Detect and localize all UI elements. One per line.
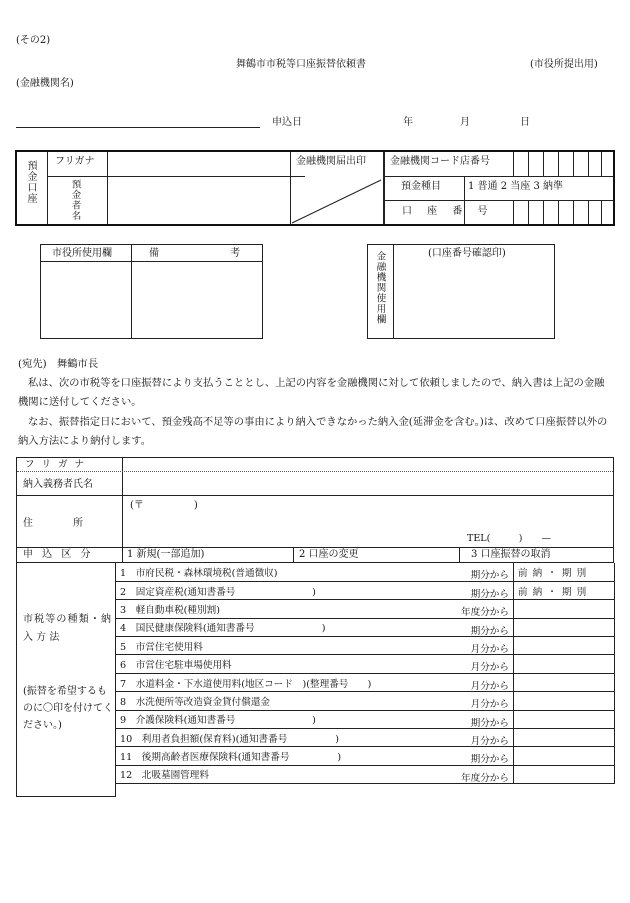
applicant-furigana-input[interactable] — [124, 459, 612, 470]
payment-period-label: 期分から — [470, 625, 509, 637]
taxpayer-name-label: 納入義務者氏名 — [23, 479, 93, 490]
payment-period-label: 月分から — [470, 736, 509, 748]
payment-period-label: 期分から — [470, 570, 509, 581]
payment-item-label: 11 後期高齢者医療保険料(通知書番号 ) — [120, 752, 342, 764]
city-use-box — [40, 244, 275, 339]
payment-row[interactable] — [116, 618, 615, 636]
payment-item-label: 12 北吸墓園管理料 — [120, 770, 209, 782]
bank-use-label: 金融機関使用欄 — [374, 251, 386, 325]
apply-date-label: 申込日 — [272, 117, 302, 128]
year-label: 年 — [403, 117, 413, 128]
deposit-type-label: 預金種目 — [401, 181, 441, 192]
furigana-label: フリガナ — [55, 156, 95, 167]
payment-item-label: 7 水道料金・下水道使用料(地区コード )(整理番号 ) — [120, 678, 372, 690]
payment-side-label: 市税等の種類・納 入 方 法 — [23, 614, 111, 643]
holder-name-label: 預金者名 — [69, 179, 81, 221]
applicant-furigana-label: フ リ ガ ナ — [25, 459, 87, 470]
payment-period-label: 月分から — [470, 662, 509, 674]
tel-field[interactable]: TEL( ) — — [467, 533, 551, 544]
addressee: (宛先) 舞鶴市長 — [18, 358, 99, 370]
bank-use-box — [367, 244, 555, 339]
payment-item-label: 1 市府民税・森林環境税(普通徴収) — [120, 567, 278, 579]
form-title: 舞鶴市市税等口座振替依頼書 — [236, 59, 366, 70]
payment-method-option[interactable]: 前 納 ・ 期 別 — [518, 567, 588, 579]
account-confirm-label: (口座番号確認印) — [428, 248, 506, 259]
payment-period-label: 期分から — [470, 588, 509, 600]
application-type-option-2[interactable]: 2 口座の変更 — [299, 549, 359, 560]
month-label: 月 — [460, 117, 470, 128]
bank-name-label: (金融機関名) — [16, 78, 74, 89]
payment-item-label: 5 市営住宅使用料 — [120, 641, 203, 653]
payment-row[interactable] — [116, 581, 615, 599]
seal-diagonal[interactable] — [291, 178, 383, 224]
payment-row[interactable] — [116, 637, 615, 655]
postal-code-mark: (〒 ) — [130, 500, 198, 511]
address-input[interactable] — [124, 513, 454, 533]
payment-item-label: 3 軽自動車税(種別割) — [120, 604, 220, 616]
deposit-type-options[interactable]: 1 普通 2 当座 3 納準 — [468, 181, 563, 192]
remarks-label: 備 考 — [149, 248, 275, 259]
payment-period-label: 月分から — [470, 644, 509, 656]
payment-side-cell — [16, 563, 116, 797]
bank-name-line[interactable] — [16, 127, 260, 128]
day-label: 日 — [520, 117, 530, 128]
payment-row[interactable] — [116, 765, 615, 783]
submit-to-label: (市役所提出用) — [530, 59, 598, 70]
payment-row[interactable] — [116, 655, 615, 673]
application-type-option-1[interactable]: 1 新規(一部追加) — [127, 549, 205, 560]
payment-period-label: 期分から — [470, 717, 509, 729]
request-paragraph-1: 私は、次の市税等を口座振替により支払うこととし、上記の内容を金融機関に対して依頼しましたので、納入書は上記の金融機関に送付してください。 — [18, 377, 605, 408]
payment-table — [115, 563, 615, 784]
payment-row[interactable] — [116, 747, 615, 765]
payment-row[interactable] — [116, 600, 615, 618]
payment-period-label: 期分から — [470, 754, 509, 766]
payment-item-label: 4 国民健康保険料(通知書番号 ) — [120, 623, 326, 635]
payment-item-label: 2 固定資産税(通知書番号 ) — [120, 586, 316, 598]
payment-item-label: 10 利用者負担額(保育料)(通知書番号 ) — [120, 733, 340, 745]
seal-label: 金融機関届出印 — [296, 156, 366, 167]
request-paragraph-2: なお、振替指定日において、預金残高不足等の事由により納入できなかった納入金(延滞金を含む。)は、改めて口座振替以外の納入方法により納付します。 — [18, 416, 608, 447]
application-type-option-3[interactable]: 3 口座振替の取消 — [471, 549, 551, 560]
furigana-input[interactable] — [109, 153, 289, 175]
application-type-label: 申 込 区 分 — [23, 549, 94, 560]
city-use-label: 市役所使用欄 — [52, 248, 112, 259]
taxpayer-name-input[interactable] — [124, 473, 612, 494]
payment-period-label: 月分から — [470, 699, 509, 711]
payment-row[interactable] — [116, 710, 615, 728]
account-number-label: 口 座 番 号 — [402, 206, 494, 217]
bank-code-label: 金融機関コード店番号 — [390, 156, 490, 167]
address-label: 住 所 — [23, 518, 83, 529]
account-box — [15, 150, 615, 226]
payment-side-note: (振替を希望するものに〇印を付けてください。) — [23, 686, 113, 731]
payment-row[interactable] — [116, 729, 615, 747]
payment-item-label: 8 水洗便所等改造資金貸付償還金 — [120, 696, 271, 708]
payment-row[interactable] — [116, 692, 615, 710]
payment-period-label: 月分から — [470, 680, 509, 692]
payment-period-label: 年度分から — [461, 607, 509, 619]
payment-period-label: 年度分から — [461, 772, 509, 784]
payment-item-label: 9 介護保険料(通知書番号 ) — [120, 715, 316, 727]
holder-name-input[interactable] — [109, 178, 289, 222]
payment-row[interactable] — [116, 673, 615, 691]
payment-item-label: 6 市営住宅駐車場使用料 — [120, 660, 232, 672]
deposit-account-label: 預金口座 — [25, 160, 36, 204]
payment-row[interactable] — [116, 563, 615, 581]
payment-section — [16, 563, 614, 797]
payment-method-option[interactable]: 前 納 ・ 期 別 — [518, 586, 588, 598]
applicant-box — [16, 457, 614, 563]
part-label: (その2) — [16, 35, 51, 46]
